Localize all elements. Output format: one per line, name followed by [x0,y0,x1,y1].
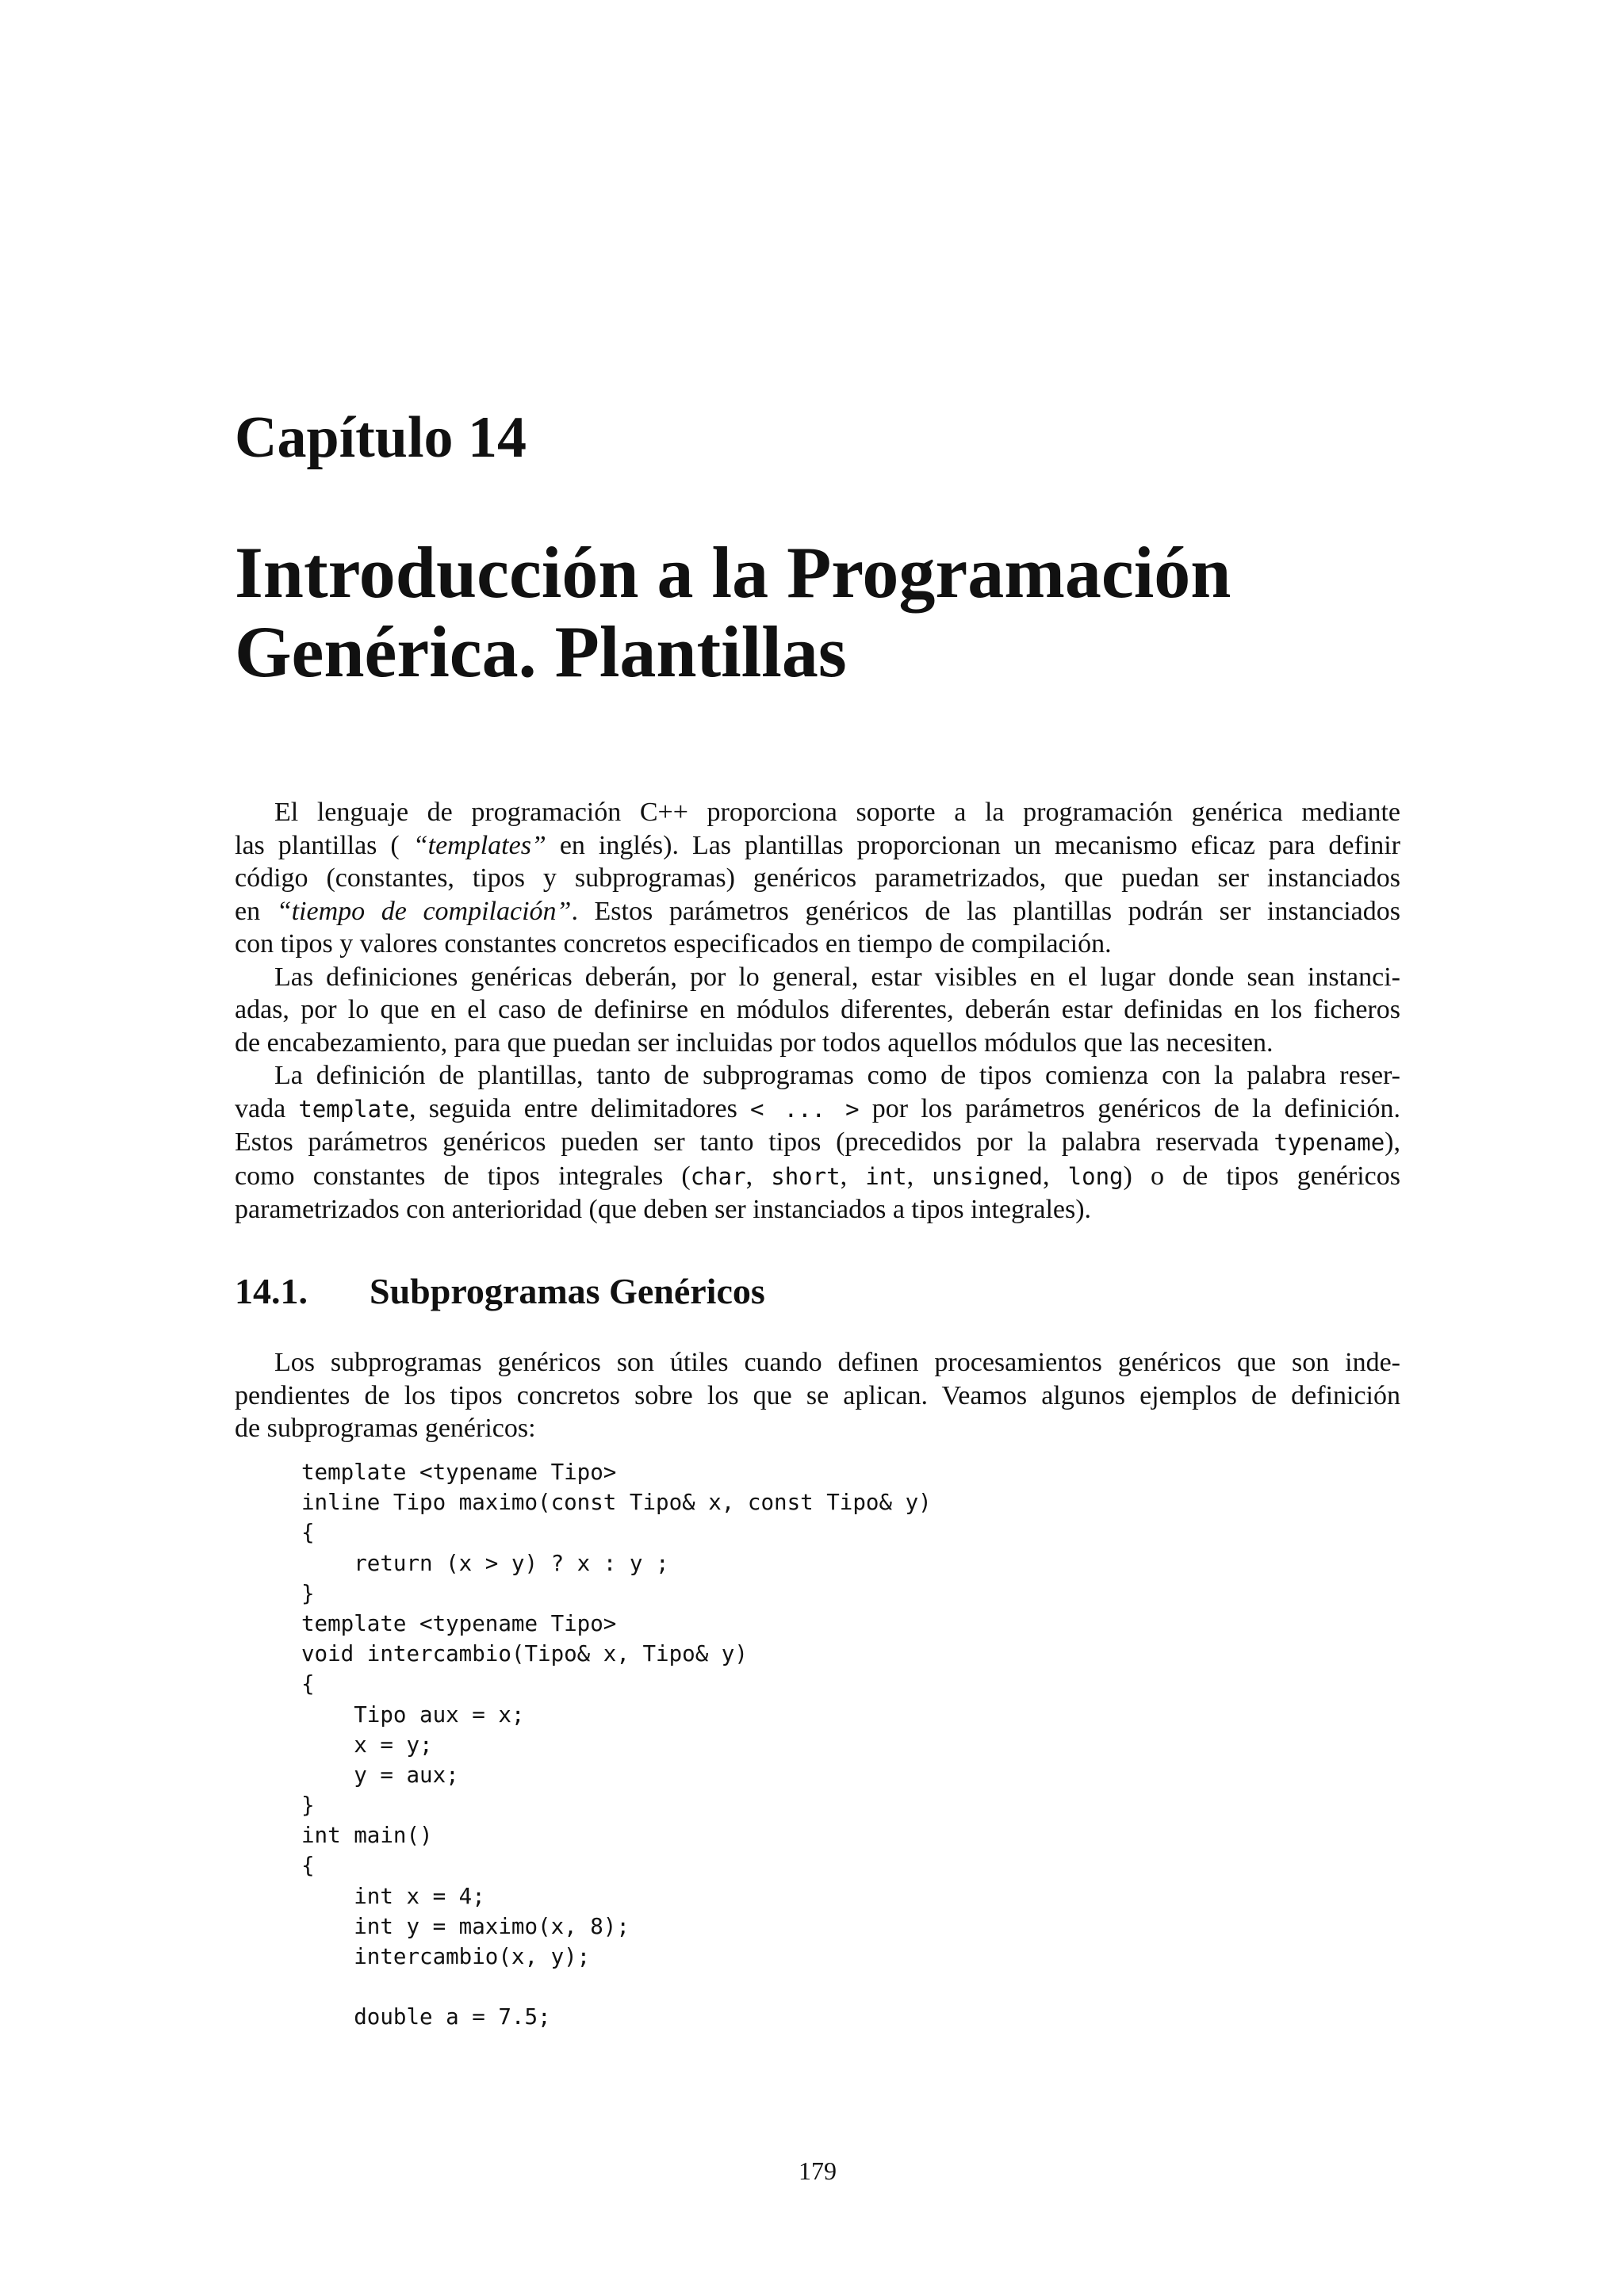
text-run: , [906,1161,933,1191]
text-line: La definición de plantillas, tanto de subprogramas como de tipos comienza con la palabra reser- [274,1061,1400,1090]
text-line [235,1160,1400,1194]
text-run: en [235,896,277,926]
code-keyword-short: short [771,1162,841,1190]
code-line: x = y; [301,1732,433,1758]
code-line [301,1972,932,2002]
code-line: { [301,1671,315,1697]
code-keyword-long: long [1067,1162,1124,1190]
text-line: pendientes de los tipos concretos sobre los que se aplican. Veamos algunos ejemplos de definición [235,1380,1400,1410]
intro-paragraph-2 [235,961,1400,1060]
code-listing [301,1457,932,2033]
text-line: adas, por lo que en el caso de definirse en módulos diferentes, deberán estar definidas en los ficheros [235,995,1400,1024]
text-line: Las definiciones genéricas deberán, por lo general, estar visibles en el lugar donde sean instanci- [274,962,1400,992]
text-run: como constantes de tipos integrales ( [235,1161,691,1191]
code-line: } [301,1793,315,1819]
text-run: . Estos parámetros genéricos de las plantillas podrán ser instanciados [571,896,1400,926]
text-line: de encabezamiento, para que puedan ser incluidas por todos aquellos módulos que las necesiten. [235,1027,1274,1058]
chapter-intro [235,796,1400,1226]
code-line: int x = 4; [301,1883,485,1909]
text-line: con tipos y valores constantes concretos especificados en tiempo de compilación. [235,929,1112,959]
code-keyword-typename: typename [1274,1129,1385,1156]
section-title: Subprogramas Genéricos [370,1271,765,1311]
code-line: intercambio(x, y); [301,1944,591,1969]
text-line [235,895,1400,928]
code-keyword-int: int [865,1162,907,1190]
code-line: { [301,1853,315,1879]
text-run: , [1042,1161,1068,1191]
text-run: vada [235,1093,299,1123]
code-line: int main() [301,1823,433,1849]
code-line: inline Tipo maximo(const Tipo& x, const Tipo& y) [301,1490,932,1516]
chapter-title-line-1: Introducción a la Programación [235,532,1231,613]
chapter-title-line-2: Genérica. Plantillas [235,611,847,692]
code-line: template <typename Tipo> [301,1460,617,1485]
text-line: Los subprogramas genéricos son útiles cuando definen procesamientos genéricos que son inde- [274,1348,1400,1377]
page-number: 179 [799,2156,837,2185]
text-line: de subprogramas genéricos: [235,1414,536,1443]
text-run: Estos parámetros genéricos pueden ser tanto tipos (precedidos por la palabra reservada [235,1127,1274,1157]
text-line [235,1126,1400,1160]
code-keyword-template: template [298,1095,410,1123]
code-line: } [301,1580,315,1606]
code-line: template <typename Tipo> [301,1610,617,1636]
text-run: en inglés). Las plantillas proporcionan un mecanismo eficaz para definir [546,830,1400,860]
emphasis-templates: “templates” [412,830,546,860]
text-run: ), [1385,1127,1400,1157]
text-run: , seguida entre delimitadores [409,1093,751,1123]
section-number: 14.1. [235,1271,308,1311]
code-line: y = aux; [301,1762,459,1788]
section-heading [235,1273,765,1310]
code-line: void intercambio(Tipo& x, Tipo& y) [301,1641,748,1667]
code-line: int y = maximo(x, 8); [301,1913,630,1939]
text-run: las plantillas ( [235,830,413,860]
text-run: por los parámetros genéricos de la definición. [859,1093,1400,1123]
text-run: , [840,1161,866,1191]
text-line: El lenguaje de programación C++ proporciona soporte a la programación genérica mediante [274,798,1400,827]
intro-paragraph-1 [235,796,1400,961]
text-line [235,829,1400,863]
text-line: código (constantes, tipos y subprogramas) genéricos parametrizados, que puedan ser instanciados [235,863,1400,893]
chapter-title [235,533,1400,691]
code-line: double a = 7.5; [301,2004,551,2030]
text-run: , [745,1161,772,1191]
document-page [235,0,1400,2296]
code-line: Tipo aux = x; [301,1701,525,1728]
text-run: ) o de tipos genéricos [1123,1161,1400,1191]
code-line: return (x > y) ? x : y ; [301,1550,669,1576]
code-keyword-unsigned: unsigned [932,1162,1043,1190]
section-intro [235,1346,1400,1445]
emphasis-compile-time: “tiempo de compilación” [276,896,572,926]
text-line: parametrizados con anterioridad (que deben ser instanciados a tipos integrales). [235,1195,1092,1224]
code-keyword-char: char [690,1162,746,1190]
text-line [235,1093,1400,1127]
chapter-label: Capítulo 14 [235,405,527,470]
intro-paragraph-3 [235,1059,1400,1226]
code-delimiters: < ... > [750,1095,860,1123]
code-line: { [301,1520,315,1546]
